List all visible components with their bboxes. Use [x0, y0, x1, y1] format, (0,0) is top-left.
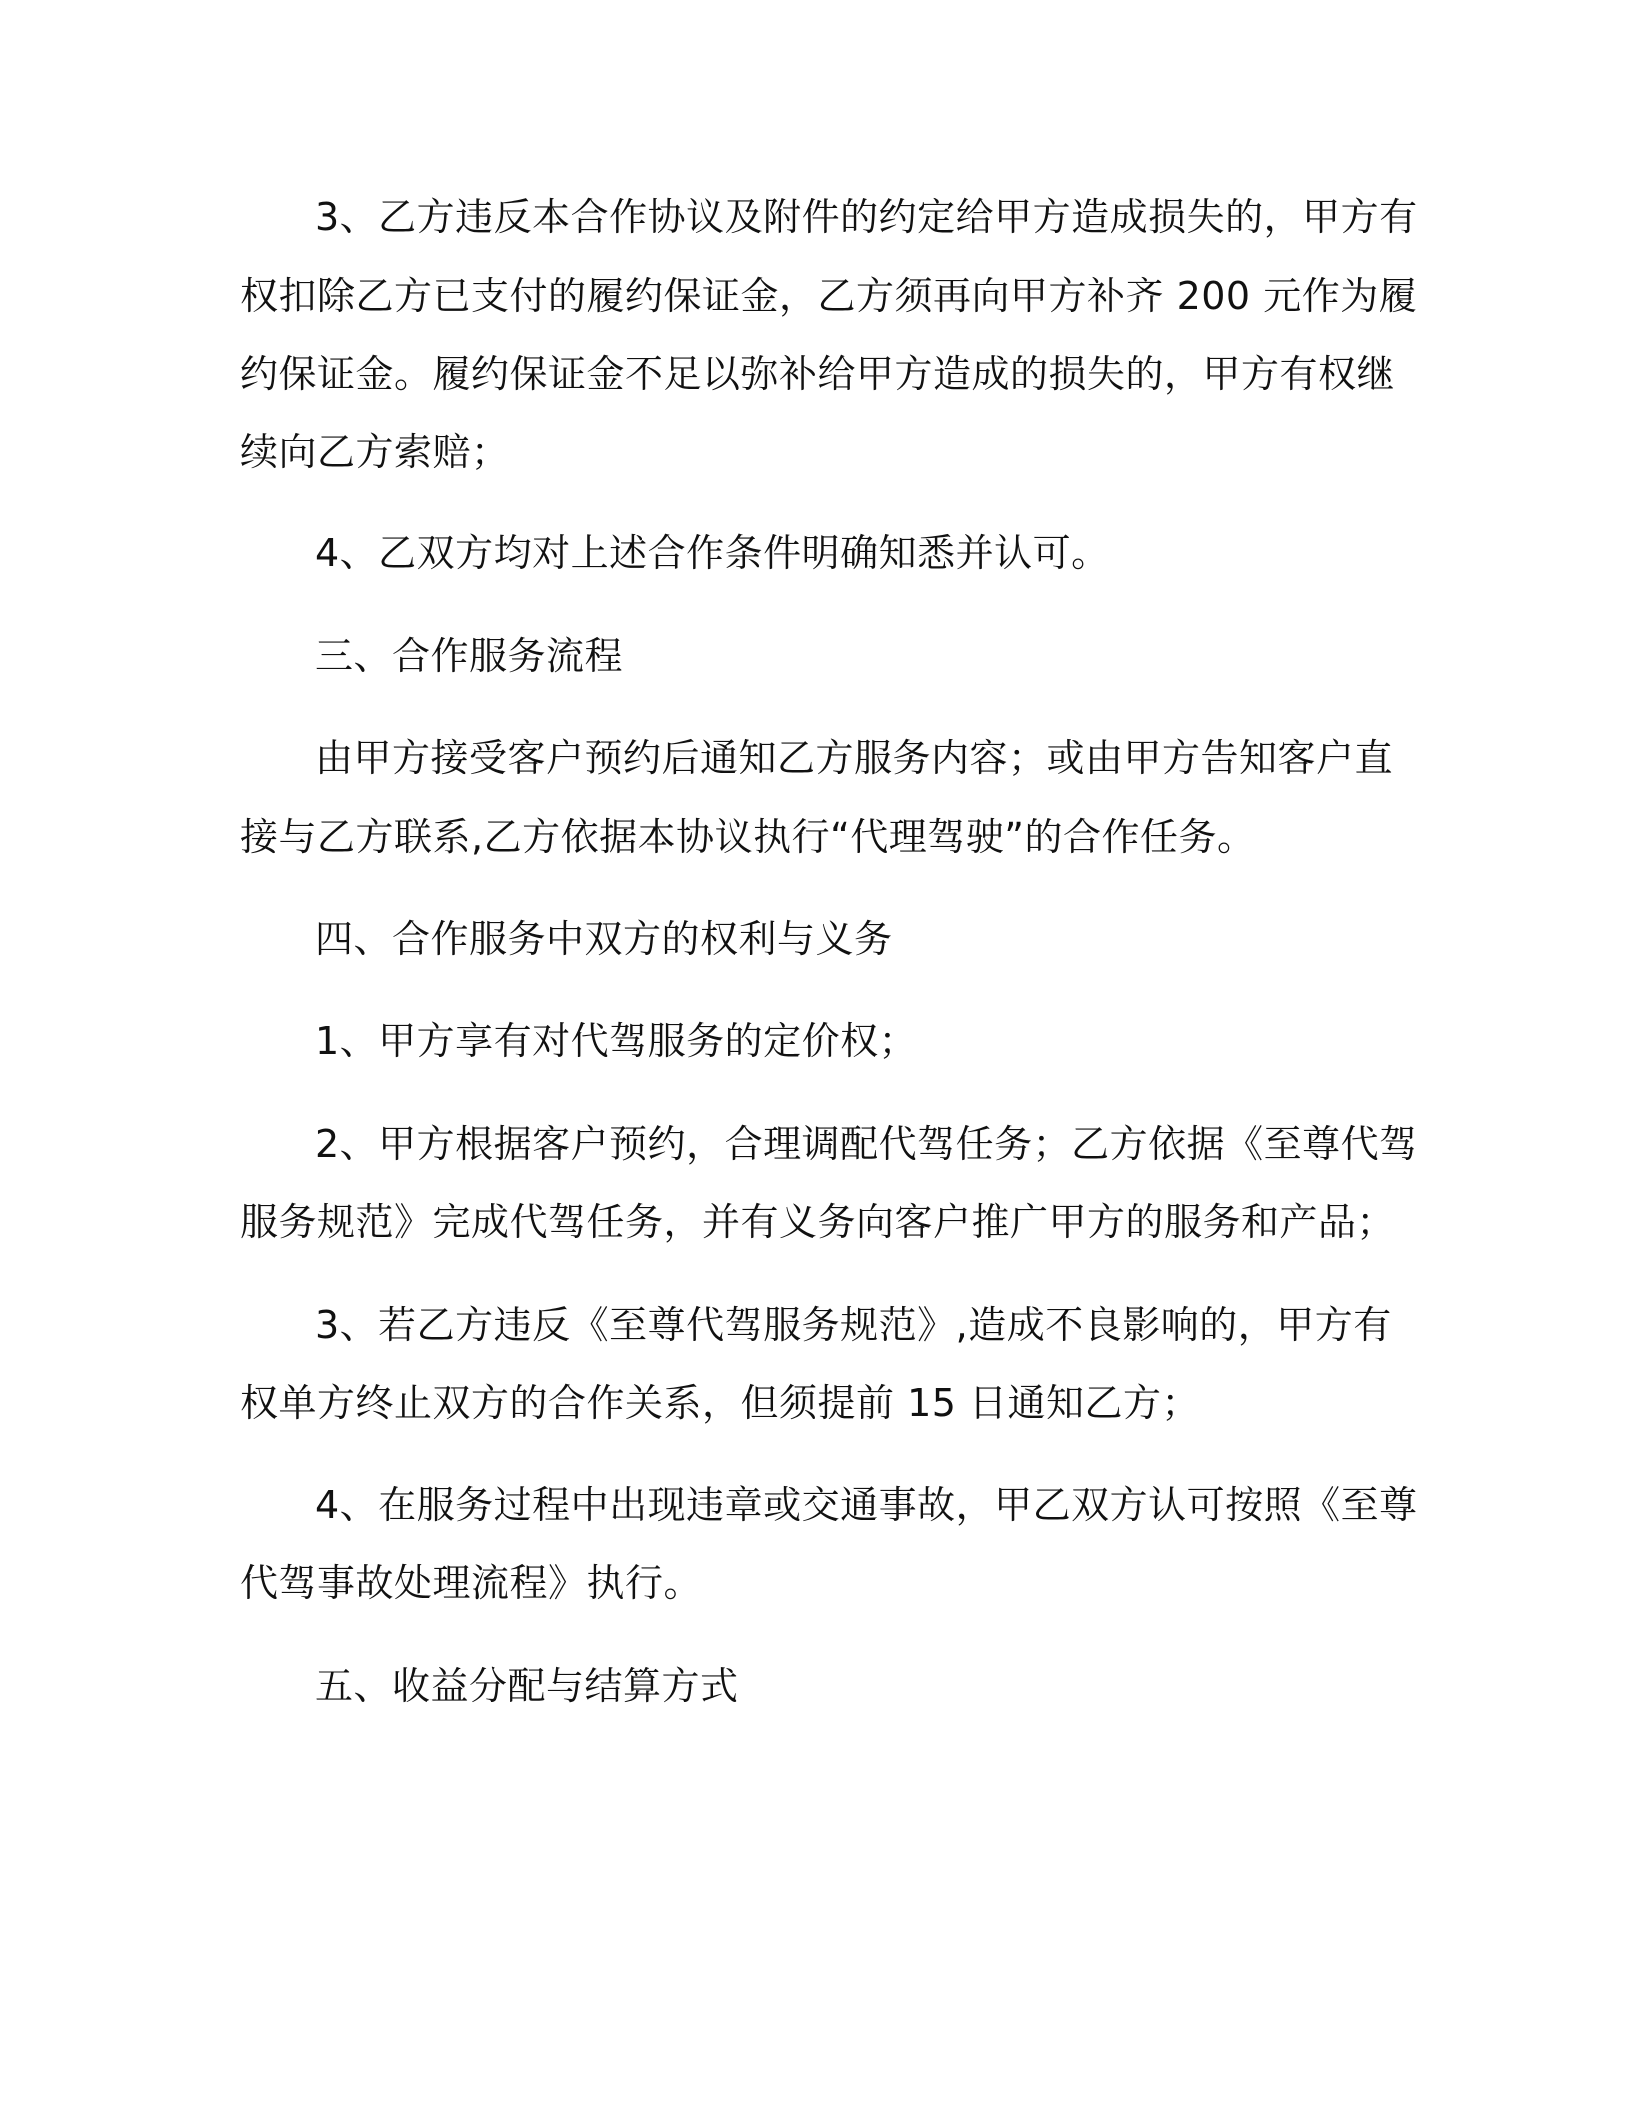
text-line: 4、在服务过程中出现违章或交通事故，甲乙双方认可按照《至尊	[315, 1483, 1418, 1527]
text-line: 1、甲方享有对代驾服务的定价权；	[315, 1019, 918, 1063]
text-line: 接与乙方联系,乙方依据本协议执行“代理驾驶”的合作任务。	[240, 815, 1256, 859]
text-line: 代驾事故处理流程》执行。	[240, 1561, 703, 1605]
text-line: 3、若乙方违反《至尊代驾服务规范》,造成不良影响的，甲方有	[315, 1303, 1392, 1347]
text-line: 4、乙双方均对上述合作条件明确知悉并认可。	[315, 531, 1110, 575]
text-line: 权单方终止双方的合作关系，但须提前 15 日通知乙方；	[240, 1381, 1201, 1425]
section-heading: 五、收益分配与结算方式	[315, 1664, 739, 1708]
section-heading: 三、合作服务流程	[315, 634, 624, 678]
text-line: 3、乙方违反本合作协议及附件的约定给甲方造成损失的，甲方有	[315, 195, 1418, 239]
text-line: 服务规范》完成代驾任务，并有义务向客户推广甲方的服务和产品；	[240, 1200, 1396, 1244]
text-line: 2、甲方根据客户预约，合理调配代驾任务；乙方依据《至尊代驾	[315, 1122, 1418, 1166]
text-line: 权扣除乙方已支付的履约保证金，乙方须再向甲方补齐 200 元作为履	[240, 274, 1418, 318]
text-line: 由甲方接受客户预约后通知乙方服务内容；或由甲方告知客户直	[315, 736, 1394, 780]
text-line: 续向乙方索赔；	[240, 430, 510, 474]
text-line: 约保证金。履约保证金不足以弥补给甲方造成的损失的，甲方有权继	[240, 352, 1396, 396]
section-heading: 四、合作服务中双方的权利与义务	[315, 917, 893, 961]
